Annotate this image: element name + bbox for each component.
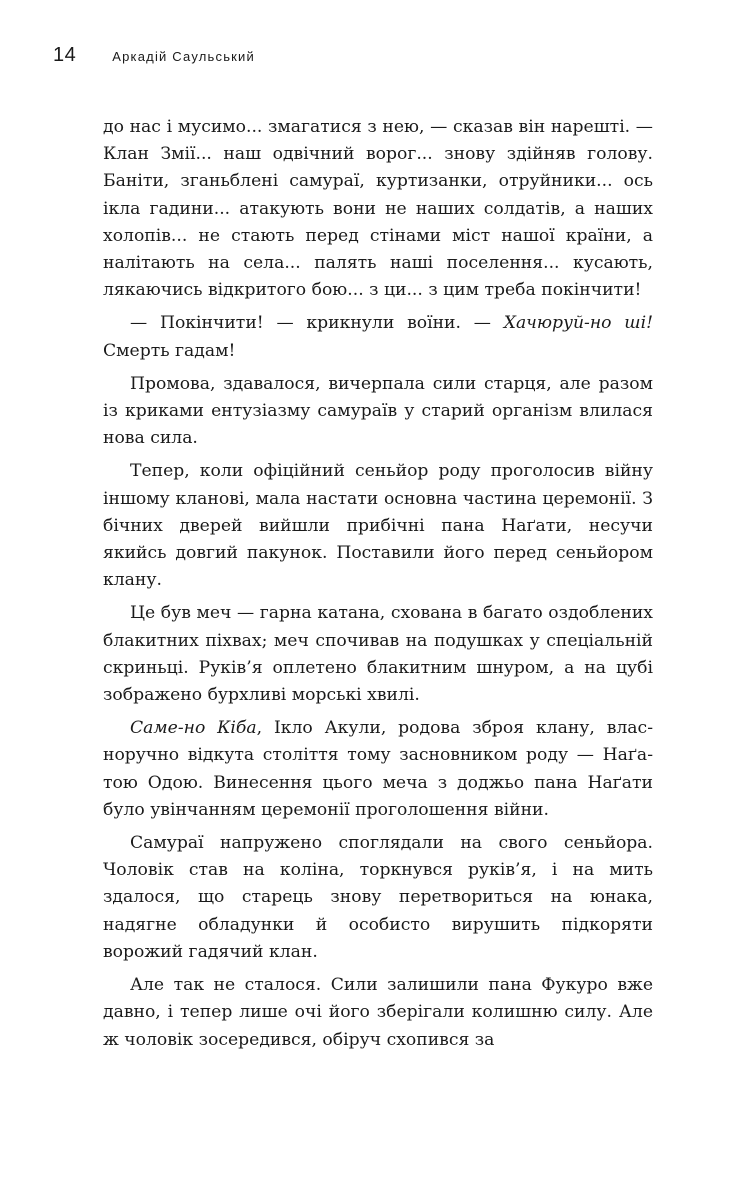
page-number: 14 [53, 44, 77, 66]
text-run: Тепер, коли офіційний сеньйор роду проголосив війну іншому кланові, мала настати основна частина церемонії. З бічних дверей вийшли прибічні пана Наґати, несучи якийсь довгий пакунок. Поставили його перед сеньйором клану. [103, 461, 653, 591]
text-run: , Ікло Акули, родова зброя клану, власноручно відкута століття тому засновником роду — Наґатою Одою. Винесення цього меча з доджьо пана Наґати було увінчанням церемонії проголошення війни. [103, 718, 653, 820]
italic-text: Хачюруй-но ші! [503, 313, 653, 334]
paragraph [103, 600, 653, 709]
paragraph [103, 114, 653, 304]
page-header [53, 44, 255, 67]
text-run: Це був меч — гарна катана, схована в багато оздоблених блакитних піхвах; меч спочивав на подушках у спеціальній скриньці. Руків’я оплетено блакитним шнуром, а на цубі зображено бурхливі морські хвилі. [103, 603, 653, 706]
text-run: Але так не сталося. Сили залишили пана Фукуро вже давно, і тепер лише очі його зберігали колишню силу. Але ж чоловік зосередився, обіруч схопився за [103, 975, 653, 1050]
paragraph [103, 972, 653, 1054]
text-run: Промова, здавалося, вичерпала сили старця, але разом із криками ентузіазму самураїв у старий організм влилася нова сила. [103, 373, 653, 449]
paragraph [103, 310, 653, 364]
italic-text: Саме-но Кіба [130, 718, 257, 739]
text-run: — Покінчити! — крикнули воїни. — [130, 313, 504, 334]
paragraph [103, 371, 653, 453]
text-run: Смерть гадам! [103, 340, 236, 361]
text-run: до нас і мусимо... змагатися з нею, — сказав він нарешті. — Клан Змії... наш одвічний ворог... знову здійняв голову. Баніти, зганьблені самураї, куртизанки, отруйники... ось ікла гадини... атакують вони не наших солдатів, а наших холопів... не стають перед стінами міст нашої країни, а налітають на села... палять наші поселення... кусають, лякаючись відкритого бою... з ци... з цим треба покінчити! [103, 117, 653, 301]
running-head-author: Аркадій Саульський [112, 49, 255, 64]
body-text [103, 114, 653, 1054]
paragraph [103, 458, 653, 594]
paragraph [103, 830, 653, 966]
text-run: Самураї напружено споглядали на свого сеньйора. Чоловік став на коліна, торкнувся руків’я, і на мить здалося, що старець знову перетвориться на юнака, надягне обладунки й особисто вирушить підкоряти ворожий гадячий клан. [103, 833, 653, 962]
paragraph [103, 715, 653, 824]
